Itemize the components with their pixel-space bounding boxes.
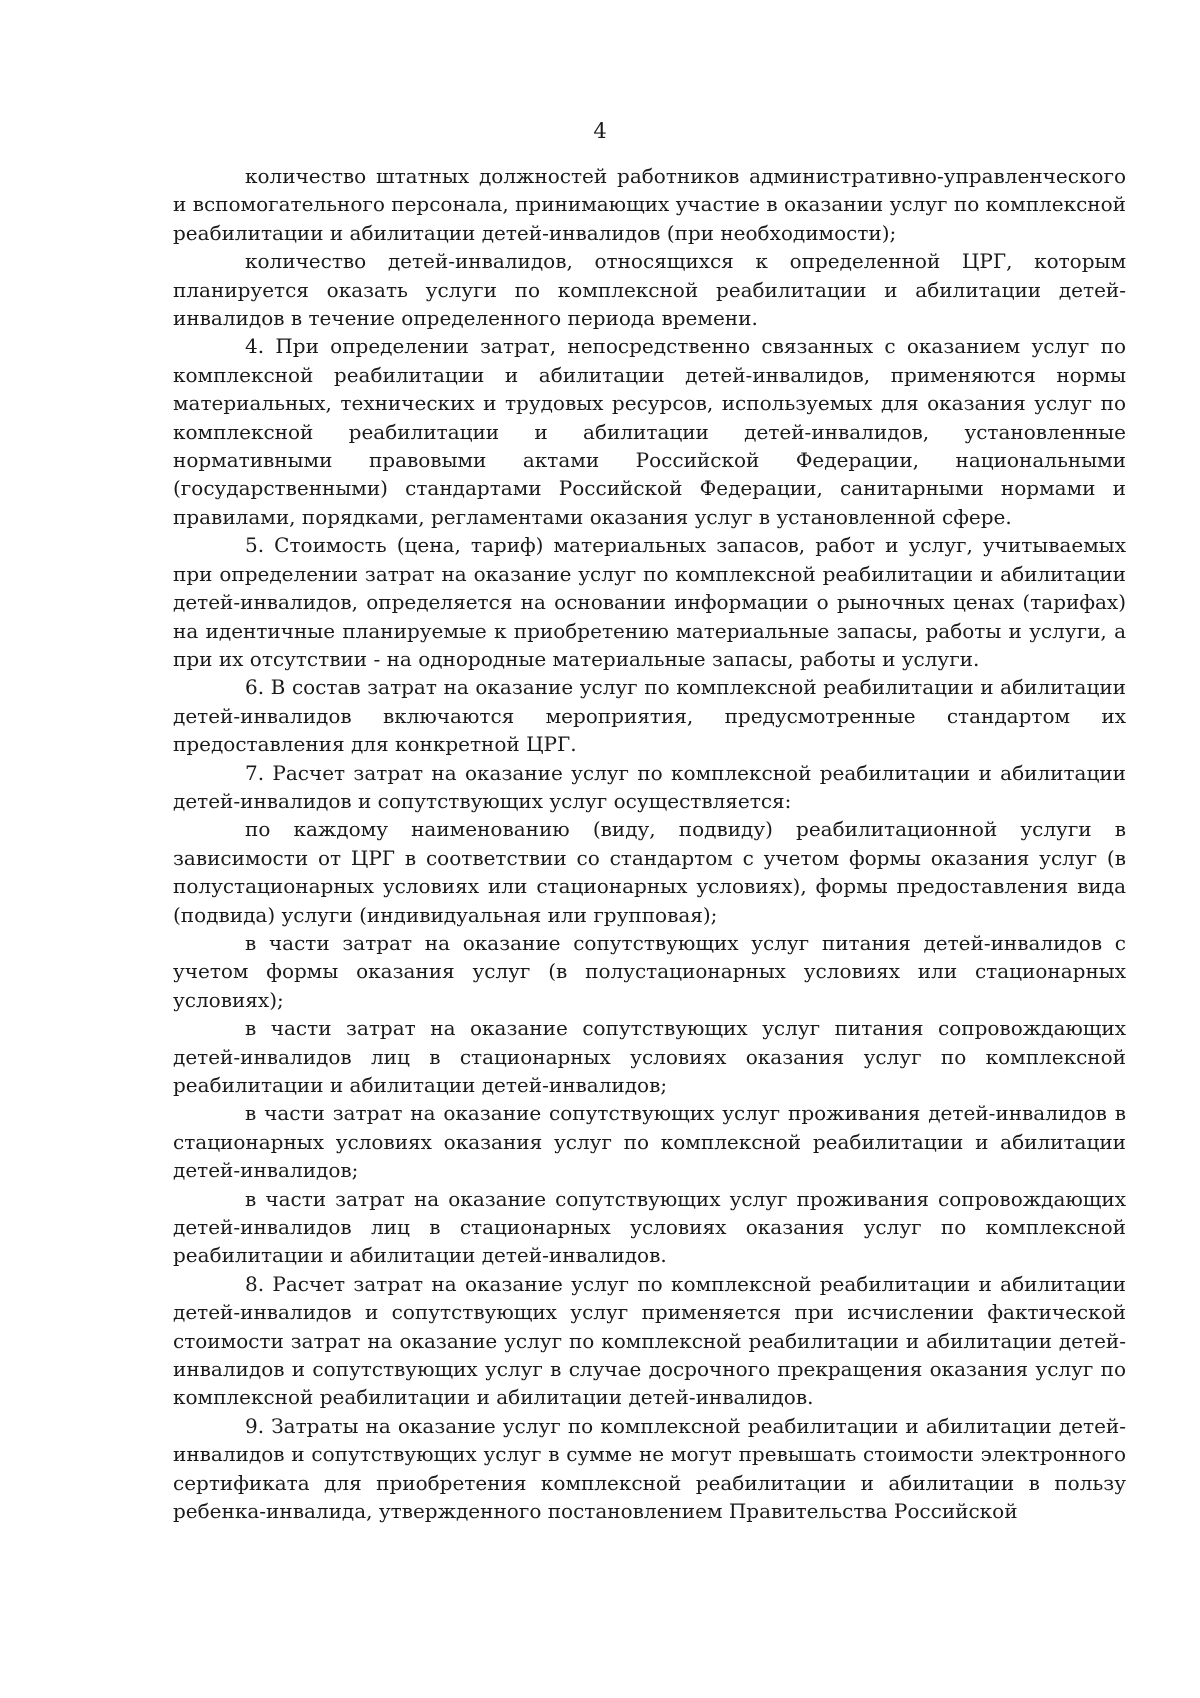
paragraph-item-7-children-lodging: в части затрат на оказание сопутствующих услуг проживания детей-инвалидов в стационарных условиях оказания услуг по комплексной реабилитации и абилитации детей-инвалидов;	[173, 1101, 1126, 1183]
paragraph-children-count: количество детей-инвалидов, относящихся к определенной ЦРГ, которым планируется оказать услуги по комплексной реабилитации и абилитации детей-инвалидов в течение определенного периода времени.	[173, 249, 1126, 331]
page-number: 4	[593, 119, 607, 143]
paragraph-staff-count: количество штатных должностей работников административно-управленческого и вспомогательного персонала, принимающих участие в оказании услуг по комплексной реабилитации и абилитации детей-инвалидов (при необходимости);	[173, 164, 1126, 245]
paragraph-item-7-service-type: по каждому наименованию (виду, подвиду) реабилитационной услуги в зависимости от ЦРГ в соответствии со стандартом с учетом формы оказания услуг (в полустационарных условиях или стационарных условиях), формы предоставления вида (подвида) услуги (индивидуальная или групповая);	[173, 817, 1126, 927]
paragraph-item-9: 9. Затраты на оказание услуг по комплексной реабилитации и абилитации детей-инвалидов и сопутствующих услуг в сумме не могут превышать стоимости электронного сертификата для приобретения комплексной реабилитации и абилитации в пользу ребенка-инвалида, утвержденного постановлением Правительства Российской	[173, 1413, 1126, 1524]
paragraph-item-8: 8. Расчет затрат на оказание услуг по комплексной реабилитации и абилитации детей-инвалидов и сопутствующих услуг применяется при исчислении фактической стоимости затрат на оказание услуг по комплексной реабилитации и абилитации детей-инвалидов и сопутствующих услуг в случае досрочного прекращения оказания услуг по комплексной реабилитации и абилитации детей-инвалидов.	[173, 1271, 1126, 1410]
paragraph-item-7-children-meals: в части затрат на оказание сопутствующих услуг питания детей-инвалидов с учетом формы оказания услуг (в полустационарных условиях или стационарных условиях);	[173, 930, 1126, 1012]
paragraph-item-5: 5. Стоимость (цена, тариф) материальных запасов, работ и услуг, учитываемых при определении затрат на оказание услуг по комплексной реабилитации и абилитации детей-инвалидов, определяется на основании информации о рыночных ценах (тарифах) на идентичные планируемые к приобретению материальные запасы, работы и услуги, а при их отсутствии - на однородные материальные запасы, работы и услуги.	[173, 533, 1126, 671]
paragraph-item-4: 4. При определении затрат, непосредственно связанных с оказанием услуг по комплексной реабилитации и абилитации детей-инвалидов, применяются нормы материальных, технических и трудовых ресурсов, используемых для оказания услуг по комплексной реабилитации и абилитации детей-инвалидов, установленные нормативными правовыми актами Российской Федерации, национальными (государственными) стандартами Российской Федерации, санитарными нормами и правилами, порядками, регламентами оказания услуг в установленной сфере.	[173, 334, 1126, 529]
paragraph-item-6: 6. В состав затрат на оказание услуг по комплексной реабилитации и абилитации детей-инвалидов включаются мероприятия, предусмотренные стандартом их предоставления для конкретной ЦРГ.	[173, 675, 1126, 757]
paragraph-item-7: 7. Расчет затрат на оказание услуг по комплексной реабилитации и абилитации детей-инвалидов и сопутствующих услуг осуществляется:	[173, 760, 1126, 813]
document-body	[173, 162, 1126, 1526]
paragraph-item-7-escort-meals: в части затрат на оказание сопутствующих услуг питания сопровождающих детей-инвалидов лиц в стационарных условиях оказания услуг по комплексной реабилитации и абилитации детей-инвалидов;	[173, 1016, 1126, 1097]
paragraph-item-7-escort-lodging: в части затрат на оказание сопутствующих услуг проживания сопровождающих детей-инвалидов лиц в стационарных условиях оказания услуг по комплексной реабилитации и абилитации детей-инвалидов.	[173, 1186, 1126, 1268]
